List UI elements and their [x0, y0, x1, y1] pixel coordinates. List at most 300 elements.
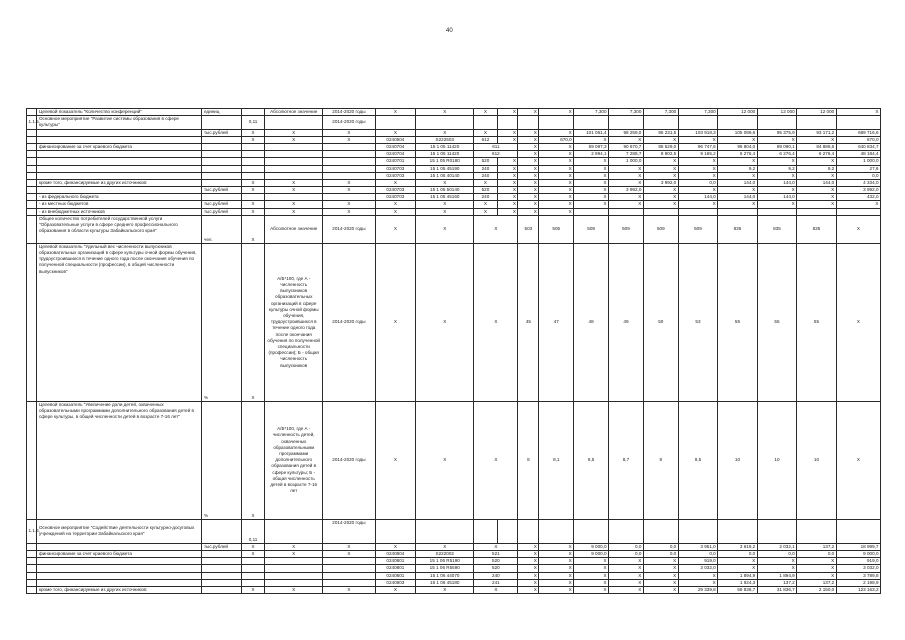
row-title: Целевой показатель "Количество конференций"	[37, 109, 202, 116]
weight-cell: X	[241, 208, 264, 215]
formula-cell: X	[265, 201, 323, 208]
value-cell: 0240703	[375, 187, 416, 194]
value-cell: 50	[643, 243, 678, 401]
value-cell: X	[539, 579, 574, 586]
formula-cell	[265, 572, 323, 579]
formula-cell: X	[265, 586, 323, 593]
value-cell: 0240704	[375, 151, 416, 158]
value-cell: X	[797, 158, 837, 165]
value-cell: 3 951,0	[678, 543, 718, 550]
value-cell: 240	[474, 194, 497, 201]
indicator-title: Общее количество потребителей государственной услуги "Образовательные услуги в сфере среднего профессионального образования в области культуры Забайкальского края"	[37, 215, 202, 243]
value-cell: X	[539, 179, 574, 186]
value-cell: X	[718, 172, 758, 179]
value-cell: X	[518, 129, 539, 136]
table-row	[27, 129, 881, 136]
row-title: - из внебюджетных источников	[37, 208, 202, 215]
value-cell: 520	[474, 558, 518, 565]
value-cell: X	[375, 215, 416, 243]
value-cell: X	[609, 558, 644, 565]
row-number	[27, 208, 37, 215]
period-cell: X	[323, 208, 375, 215]
value-cell: 919,0	[836, 558, 880, 565]
value-cell: X	[757, 136, 797, 143]
row-number: 1.1.6.	[27, 519, 37, 543]
value-cell	[574, 208, 609, 215]
value-cell: X	[497, 158, 518, 165]
row-title	[37, 158, 202, 165]
weight-cell	[241, 579, 264, 586]
row-number	[27, 243, 37, 401]
value-cell: X	[375, 208, 416, 215]
value-cell	[609, 519, 644, 543]
value-cell: X	[474, 179, 497, 186]
row-title	[37, 572, 202, 579]
value-cell: X	[539, 151, 574, 158]
value-cell: X	[643, 572, 678, 579]
value-cell: 12 000	[757, 109, 797, 116]
value-cell: X	[474, 586, 518, 593]
value-cell: 144,0	[757, 179, 797, 186]
value-cell	[757, 208, 797, 215]
value-cell: X	[539, 208, 574, 215]
value-cell: X	[518, 551, 539, 558]
value-cell	[836, 519, 880, 543]
value-cell	[574, 519, 609, 543]
value-cell: X	[518, 158, 539, 165]
value-cell: X	[474, 129, 497, 136]
value-cell: 2 198,9	[836, 579, 880, 586]
value-cell: X	[416, 543, 474, 550]
row-number	[27, 194, 37, 201]
value-cell: X	[497, 172, 518, 179]
period-cell	[323, 565, 375, 572]
value-cell: X	[375, 543, 416, 550]
weight-cell	[241, 558, 264, 565]
value-cell: 8,5	[574, 401, 609, 519]
value-cell: 7,300	[574, 109, 609, 116]
value-cell: X	[718, 565, 758, 572]
value-cell: X	[574, 158, 609, 165]
table-row	[27, 558, 881, 565]
value-cell: 15 1 06 R5590	[416, 565, 474, 572]
period-cell	[323, 572, 375, 579]
value-cell: 55	[718, 243, 758, 401]
value-cell: 432,0	[836, 194, 880, 201]
value-cell	[539, 116, 574, 129]
value-cell: 103 918,3	[678, 129, 718, 136]
value-cell: X	[836, 215, 880, 243]
period-cell	[323, 194, 375, 201]
value-cell: X	[518, 194, 539, 201]
value-cell: X	[497, 201, 518, 208]
value-cell: 27,6	[836, 165, 880, 172]
value-cell: X	[539, 194, 574, 201]
value-cell: X	[539, 543, 574, 550]
value-cell: X	[474, 208, 497, 215]
value-cell: 0240704	[375, 143, 416, 150]
weight-cell	[241, 194, 264, 201]
period-cell: X	[323, 543, 375, 550]
value-cell	[416, 116, 474, 129]
value-cell: X	[574, 586, 609, 593]
value-cell: 84 886,6	[797, 143, 837, 150]
value-cell: 15 1 05 45190	[416, 165, 474, 172]
weight-cell: 0,11	[241, 116, 264, 129]
value-cell: 101 061,4	[574, 129, 609, 136]
value-cell: X	[574, 579, 609, 586]
value-cell: X	[539, 165, 574, 172]
value-cell: X	[609, 572, 644, 579]
value-cell: 9	[643, 401, 678, 519]
table-row	[27, 208, 881, 215]
row-title	[37, 187, 202, 194]
value-cell: 53	[678, 243, 718, 401]
value-cell: 45	[518, 243, 539, 401]
formula-cell	[265, 172, 323, 179]
value-cell: 6 276,4	[797, 151, 837, 158]
table-row	[27, 543, 881, 550]
value-cell: 15 1 05 11420	[416, 151, 474, 158]
value-cell: X	[609, 201, 644, 208]
period-cell	[323, 165, 375, 172]
unit-cell: единиц	[202, 109, 242, 116]
period-cell	[323, 558, 375, 565]
row-title: Основное мероприятие "Развитие системы образования в сфере культуры"	[37, 116, 202, 129]
value-cell: 95 231,5	[643, 129, 678, 136]
period-cell: X	[323, 586, 375, 593]
value-cell: 137,2	[797, 543, 837, 550]
value-cell: 10	[757, 401, 797, 519]
period-cell	[323, 158, 375, 165]
value-cell: X	[678, 165, 718, 172]
formula-cell	[265, 519, 323, 543]
value-cell: X	[518, 201, 539, 208]
value-cell	[678, 519, 718, 543]
value-cell: 0240801	[375, 565, 416, 572]
value-cell: X	[643, 187, 678, 194]
value-cell	[678, 208, 718, 215]
indicator-title: Целевой показатель "Удельный вес численности выпускников образовательных организаций в сфере культуры очной формы обучения, трудоустроившихся в течение одного года после окончания обучения по полученной специальности (профессии), в общей численности выпускников"	[37, 243, 202, 401]
unit-cell: %	[202, 243, 242, 401]
value-cell: 9,2	[797, 165, 837, 172]
value-cell: 0240801	[375, 558, 416, 565]
value-cell	[797, 208, 837, 215]
row-number	[27, 572, 37, 579]
value-cell: 93 171,2	[797, 129, 837, 136]
unit-cell: тыс.рублей	[202, 129, 242, 136]
row-number	[27, 165, 37, 172]
value-cell: X	[718, 187, 758, 194]
value-cell: 521	[474, 551, 518, 558]
value-cell: 670,0	[836, 136, 880, 143]
value-cell: 2 032,1	[757, 543, 797, 550]
value-cell: X	[574, 187, 609, 194]
value-cell: X	[643, 565, 678, 572]
value-cell: X	[375, 179, 416, 186]
period-cell	[323, 579, 375, 586]
weight-cell	[241, 165, 264, 172]
value-cell: X	[574, 565, 609, 572]
unit-cell	[202, 116, 242, 129]
weight-cell	[241, 158, 264, 165]
value-cell: X	[539, 551, 574, 558]
formula-cell: X	[265, 208, 323, 215]
value-cell	[757, 116, 797, 129]
value-cell: 9 000,0	[574, 551, 609, 558]
unit-cell	[202, 586, 242, 593]
table-row	[27, 172, 881, 179]
value-cell: 89 090,1	[757, 143, 797, 150]
value-cell	[574, 116, 609, 129]
value-cell: X	[609, 565, 644, 572]
value-cell: X	[643, 558, 678, 565]
value-cell	[643, 208, 678, 215]
row-number	[27, 109, 37, 116]
value-cell: X	[518, 172, 539, 179]
value-cell: X	[718, 201, 758, 208]
value-cell: X	[518, 208, 539, 215]
indicator-title: Целевой показатель "Увеличение доли детей, охваченных образовательными программами дополнительного образования детей в сфере культуры, в общей численности детей в возрасте 7-16 лет"	[37, 401, 202, 519]
value-cell: X	[539, 109, 574, 116]
value-cell: X	[375, 201, 416, 208]
value-cell: X	[497, 129, 518, 136]
formula-cell	[265, 565, 323, 572]
value-cell: 0240801	[375, 572, 416, 579]
formula-cell: X	[265, 187, 323, 194]
value-cell: 59 836,7	[718, 586, 758, 593]
row-number	[27, 586, 37, 593]
value-cell: X	[718, 158, 758, 165]
value-cell	[539, 519, 574, 543]
value-cell: 3 992,0	[643, 179, 678, 186]
table-row	[27, 572, 881, 579]
value-cell: 240	[474, 172, 497, 179]
unit-cell: %	[202, 401, 242, 519]
value-cell: X	[518, 151, 539, 158]
value-cell: 6 276,4	[718, 151, 758, 158]
row-title	[37, 543, 202, 550]
value-cell: 144,0	[678, 194, 718, 201]
value-cell: X	[518, 543, 539, 550]
value-cell: 47	[539, 243, 574, 401]
value-cell: 0,0	[643, 551, 678, 558]
table-row	[27, 187, 881, 194]
value-cell: X	[643, 136, 678, 143]
indicator-row	[27, 401, 881, 519]
value-cell: X	[497, 187, 518, 194]
value-cell: X	[474, 215, 518, 243]
value-cell: X	[678, 172, 718, 179]
value-cell: X	[539, 158, 574, 165]
value-cell: 689 716,6	[836, 129, 880, 136]
value-cell: X	[797, 172, 837, 179]
value-cell: X	[539, 172, 574, 179]
value-cell: X	[797, 187, 837, 194]
event-row	[27, 519, 881, 543]
period-cell	[323, 143, 375, 150]
value-cell: 0,0	[757, 551, 797, 558]
value-cell	[518, 519, 539, 543]
value-cell: X	[797, 558, 837, 565]
row-title	[37, 165, 202, 172]
value-cell: X	[518, 586, 539, 593]
value-cell	[609, 208, 644, 215]
value-cell: X	[416, 109, 474, 116]
row-number	[27, 543, 37, 550]
weight-cell	[241, 572, 264, 579]
row-number	[27, 129, 37, 136]
value-cell: X	[678, 579, 718, 586]
formula-cell	[265, 143, 323, 150]
row-title: кроме того, финансируемые из других источников:	[37, 179, 202, 186]
value-cell: X	[539, 201, 574, 208]
value-cell: 15 1 05 R0180	[416, 158, 474, 165]
period-cell: 2014-2020 годы	[323, 109, 375, 116]
value-cell: 3 789,8	[836, 572, 880, 579]
unit-cell: тыс.рублей	[202, 543, 242, 550]
value-cell: 9 000,0	[574, 543, 609, 550]
unit-cell	[202, 143, 242, 150]
row-number	[27, 143, 37, 150]
value-cell: X	[757, 172, 797, 179]
row-number	[27, 136, 37, 143]
value-cell: X	[416, 215, 474, 243]
value-cell: X	[609, 179, 644, 186]
value-cell: X	[497, 208, 518, 215]
value-cell: 95 375,9	[757, 129, 797, 136]
value-cell: X	[375, 129, 416, 136]
value-cell: X	[474, 543, 518, 550]
value-cell: S222002	[416, 551, 474, 558]
value-cell: 835	[757, 215, 797, 243]
value-cell: 520	[474, 158, 497, 165]
value-cell: 85 529,0	[643, 143, 678, 150]
value-cell: 0,0	[678, 179, 718, 186]
value-cell: X	[539, 143, 574, 150]
value-cell: 48 184,4	[836, 151, 880, 158]
table-row	[27, 109, 881, 116]
value-cell: X	[539, 129, 574, 136]
value-cell: 0,0	[609, 551, 644, 558]
period-cell	[323, 172, 375, 179]
period-cell: 2014-2020 годы	[323, 401, 375, 519]
value-cell: X	[518, 179, 539, 186]
value-cell	[643, 116, 678, 129]
value-cell: X	[678, 158, 718, 165]
row-title	[37, 579, 202, 586]
value-cell: 144,0	[757, 194, 797, 201]
unit-cell	[202, 194, 242, 201]
value-cell	[474, 519, 497, 543]
value-cell: X	[518, 572, 539, 579]
period-cell: X	[323, 201, 375, 208]
value-cell: X	[797, 565, 837, 572]
table-row	[27, 136, 881, 143]
value-cell	[497, 519, 518, 543]
value-cell: X	[474, 201, 497, 208]
value-cell: 3 032,0	[678, 565, 718, 572]
row-number: 1.1.5.	[27, 116, 37, 129]
value-cell: X	[518, 565, 539, 572]
value-cell: X	[518, 579, 539, 586]
value-cell: X	[518, 136, 539, 143]
value-cell: X	[678, 572, 718, 579]
value-cell: X	[375, 401, 416, 519]
row-title	[37, 172, 202, 179]
value-cell: 0240701	[375, 158, 416, 165]
value-cell: X	[539, 565, 574, 572]
value-cell: 919,0	[678, 558, 718, 565]
value-cell: X	[797, 572, 837, 579]
period-cell: 2014-2020 годы	[323, 243, 375, 401]
value-cell: 240	[474, 572, 518, 579]
value-cell: X	[416, 179, 474, 186]
value-cell: 144,0	[718, 194, 758, 201]
value-cell: 509	[678, 215, 718, 243]
value-cell: 1 000,0	[609, 158, 644, 165]
unit-cell: тыс.рублей	[202, 201, 242, 208]
value-cell: 0,0	[718, 551, 758, 558]
value-cell: 2 994,1	[574, 151, 609, 158]
value-cell: 670,0	[539, 136, 574, 143]
value-cell: 1 000,0	[836, 158, 880, 165]
unit-cell	[202, 151, 242, 158]
row-title	[37, 151, 202, 158]
value-cell: 15 1 06 R5190	[416, 558, 474, 565]
value-cell: X	[375, 586, 416, 593]
value-cell	[678, 116, 718, 129]
unit-cell: тыс.рублей	[202, 187, 242, 194]
period-cell: 2014-2020 годы	[323, 519, 375, 543]
value-cell: 2 150,0	[797, 586, 837, 593]
value-cell	[757, 519, 797, 543]
value-cell: X	[643, 158, 678, 165]
weight-cell: X	[241, 187, 264, 194]
weight-cell	[241, 143, 264, 150]
value-cell	[797, 116, 837, 129]
value-cell: 0240703	[375, 172, 416, 179]
value-cell: X	[416, 201, 474, 208]
period-cell: X	[323, 179, 375, 186]
value-cell: X	[416, 401, 474, 519]
row-title	[37, 136, 202, 143]
value-cell	[375, 519, 416, 543]
value-cell	[416, 519, 474, 543]
unit-cell	[202, 179, 242, 186]
value-cell: X	[518, 109, 539, 116]
value-cell: 9 165,2	[678, 151, 718, 158]
value-cell: 8,7	[609, 401, 644, 519]
table-row	[27, 143, 881, 150]
row-title: финансирование за счет краевого бюджета	[37, 143, 202, 150]
unit-cell	[202, 165, 242, 172]
value-cell: 1 894,9	[757, 572, 797, 579]
formula-cell: А/Б*100, где А - численность детей, охваченных образовательными программами дополнительного образования детей в сфере культуры; Б - общая численность детей в возрасте 7-16 лет	[265, 401, 323, 519]
value-cell: 0240703	[375, 194, 416, 201]
value-cell: X	[609, 165, 644, 172]
value-cell: 49	[609, 243, 644, 401]
value-cell: 240	[474, 165, 497, 172]
table-row	[27, 565, 881, 572]
value-cell: 144,0	[797, 179, 837, 186]
value-cell: 15 1 06 45180	[416, 579, 474, 586]
table-row	[27, 116, 881, 129]
value-cell: 10	[797, 401, 837, 519]
value-cell: 0,0	[609, 543, 644, 550]
unit-cell	[202, 158, 242, 165]
value-cell	[609, 116, 644, 129]
